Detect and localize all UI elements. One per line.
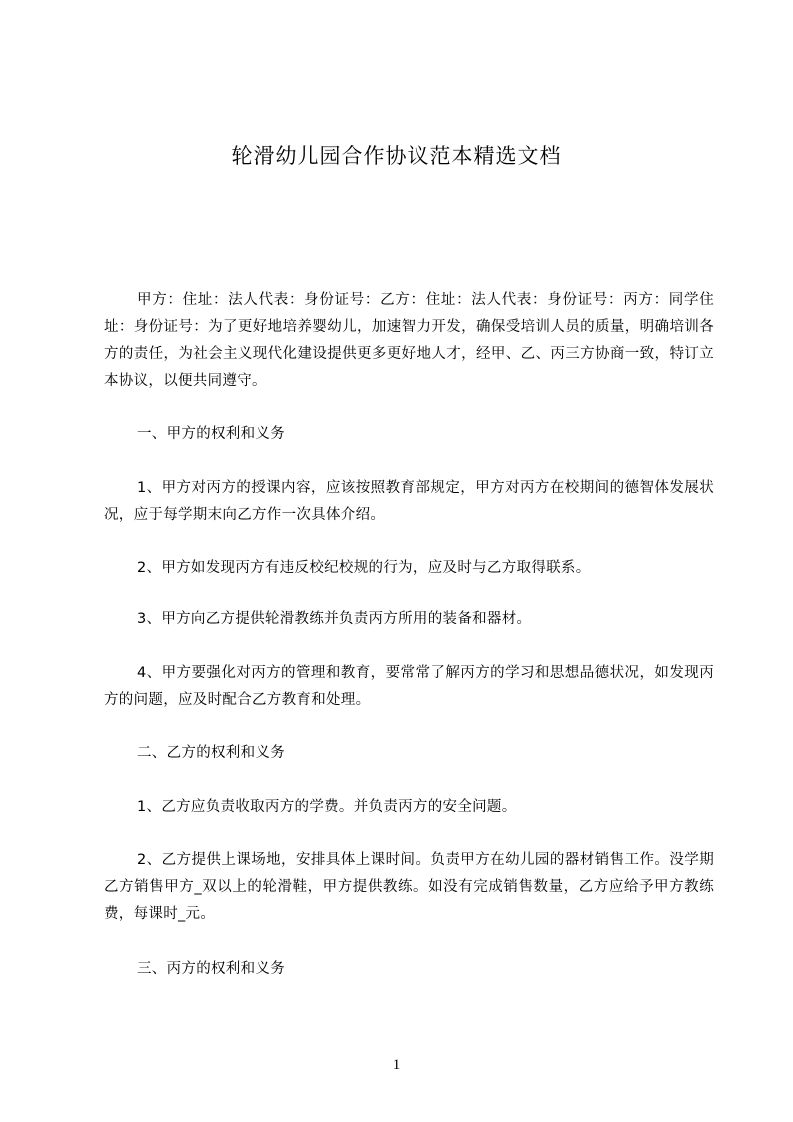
clause-b-1: 1、乙方应负责收取丙方的学费。并负责丙方的安全问题。: [137, 799, 517, 815]
clause-a-2: 2、甲方如发现丙方有违反校纪校规的行为，应及时与乙方取得联系。: [137, 560, 591, 576]
clause-a-3: 3、甲方向乙方提供轮滑教练并负责丙方所用的装备和器材。: [137, 611, 532, 627]
section-heading-party-c: 三、丙方的权利和义务: [137, 961, 285, 977]
clause-a-1: 1、甲方对丙方的授课内容，应该按照教育部规定，甲方对丙方在校期间的德智体发展状况，应于每学期末向乙方作一次具体介绍。: [104, 480, 714, 523]
section-heading-party-b: 二、乙方的权利和义务: [137, 745, 285, 761]
clause-a-4: 4、甲方要强化对丙方的管理和教育，要常常了解丙方的学习和思想品德状况，如发现丙方的问题，应及时配合乙方教育和处理。: [104, 665, 714, 708]
section-heading-party-a: 一、甲方的权利和义务: [137, 426, 285, 442]
page-number: 1: [392, 1057, 401, 1073]
intro-paragraph: 甲方：住址：法人代表：身份证号：乙方：住址：法人代表：身份证号：丙方：同学住址：身份证号：为了更好地培养婴幼儿，加速智力开发，确保受培训人员的质量，明确培训各方的责任，为社会主义现代化建设提供更多更好地人才，经甲、乙、丙三方协商一致，特订立本协议，以便共同遵守。: [104, 292, 714, 389]
clause-b-2: 2、乙方提供上课场地，安排具体上课时间。负责甲方在幼儿园的器材销售工作。没学期乙方销售甲方_双以上的轮滑鞋，甲方提供教练。如没有完成销售数量，乙方应给予甲方教练费，每课时_元。: [104, 852, 714, 922]
document-title: 轮滑幼儿园合作协议范本精选文档: [231, 144, 562, 168]
